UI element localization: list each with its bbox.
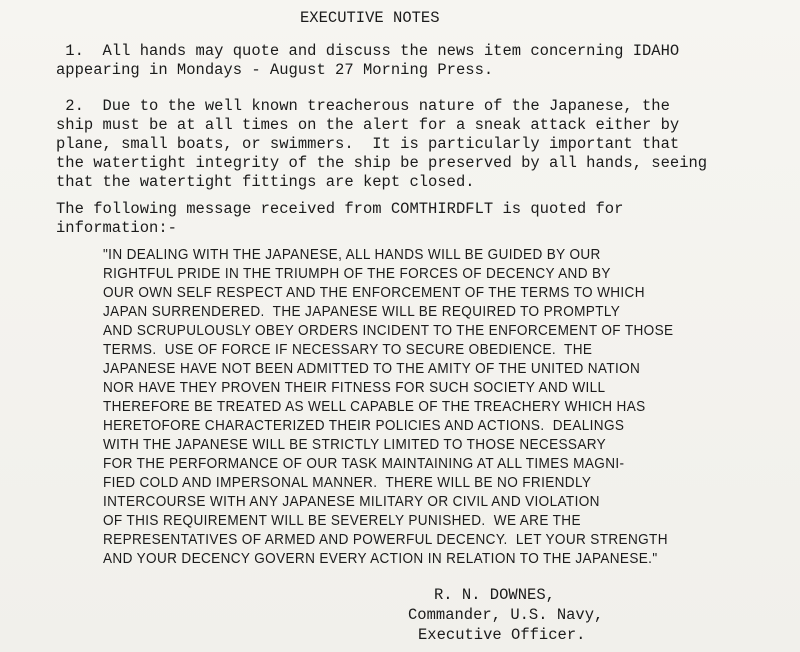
paragraph-1: 1. All hands may quote and discuss the news item concerning IDAHO appearing in Mondays - August 27 Morning Press.: [56, 42, 680, 79]
quoted-message: "IN DEALING WITH THE JAPANESE, ALL HANDS WILL BE GUIDED BY OUR RIGHTFUL PRIDE IN THE TRIUMPH OF THE FORCES OF DECENCY AND BY OUR OWN SELF RESPECT AND THE ENFORCEMENT OF THE TERMS TO WHICH JAPAN SURRENDERED. THE JAPANESE WILL BE REQUIRED TO PROMPTLY AND SCRUPULOUSLY OBEY ORDERS INCIDENT TO THE ENFORCEMENT OF THOSE TERMS. USE OF FORCE IF NECESSARY TO SECURE OBEDIENCE. THE JAPANESE HAVE NOT BEEN ADMITTED TO THE AMITY OF THE UNITED NATION NOR HAVE THEY PROVEN THEIR FITNESS FOR SUCH SOCIETY AND WILL THEREFORE BE TREATED AS WELL CAPABLE OF THE TREACHERY WHICH HAS HERETOFORE CHARACTERIZED THEIR POLICIES AND ACTIONS. DEALINGS WITH THE JAPANESE WILL BE STRICTLY LIMITED TO THOSE NECESSARY FOR THE PERFORMANCE OF OUR TASK MAINTAINING AT ALL TIMES MAGNI- FIED COLD AND IMPERSONAL MANNER. THERE WILL BE NO FRIENDLY INTERCOURSE WITH ANY JAPANESE MILITARY OR CIVIL AND VIOLATION OF THIS REQUIREMENT WILL BE SEVERELY PUNISHED. WE ARE THE REPRESENTATIVES OF ARMED AND POWERFUL DECENCY. LET YOUR STRENGTH AND YOUR DECENCY GOVERN EVERY ACTION IN RELATION TO THE JAPANESE.": [103, 246, 674, 567]
message-intro: The following message received from COMTHIRDFLT is quoted for information:-: [56, 200, 624, 237]
signature-rank: Commander, U.S. Navy,: [408, 606, 604, 624]
signature-role: Executive Officer.: [418, 626, 586, 644]
signature-name: R. N. DOWNES,: [434, 586, 555, 604]
paragraph-2: 2. Due to the well known treacherous nature of the Japanese, the ship must be at all times on the alert for a sneak attack either by plane, small boats, or swimmers. It is particularly important that the watertight integrity of the ship be preserved by all hands, seeing that the watertight fittings are kept closed.: [56, 97, 708, 191]
page-title: EXECUTIVE NOTES: [300, 9, 440, 27]
